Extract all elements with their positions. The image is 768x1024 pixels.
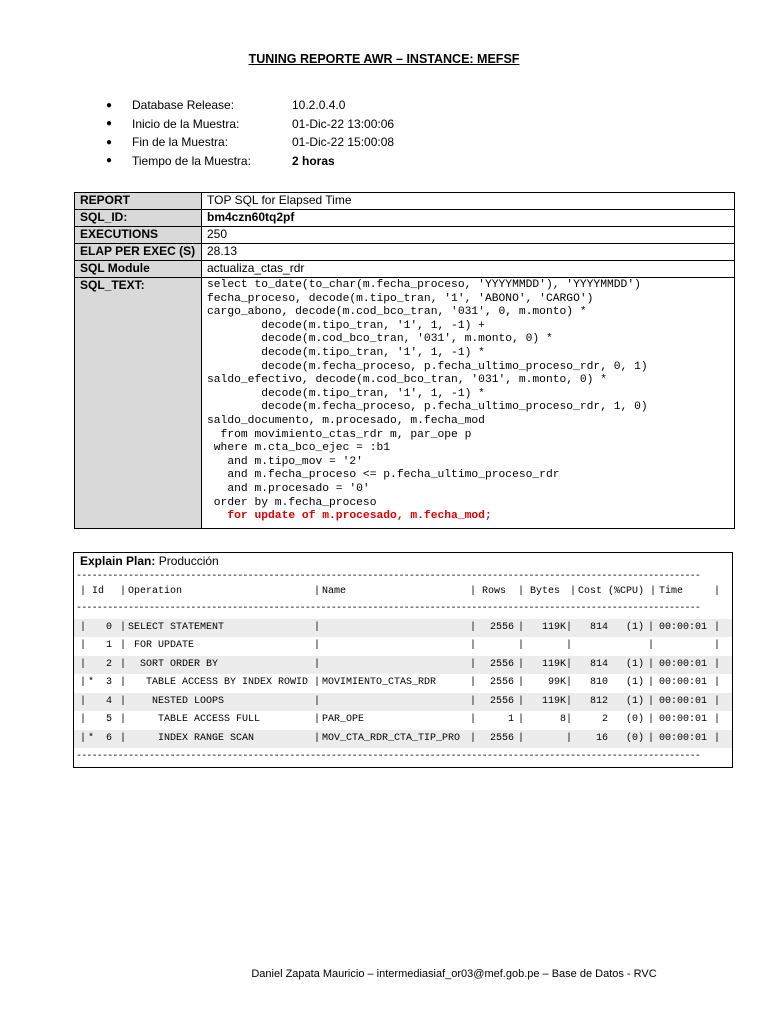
plan-row: | 5 | TABLE ACCESS FULL | PAR_OPE | 1 | 8 | 2 (0) | 00:00:01 | (74, 711, 732, 730)
plan-row-id: 4 (105, 695, 112, 707)
plan-header-name: Name (322, 586, 347, 597)
plan-row-mark (88, 637, 94, 656)
plan-row-id: 3 (105, 677, 112, 688)
plan-row-id: 2 (105, 658, 112, 670)
explain-plan-label: Explain Plan: (80, 554, 156, 568)
plan-row-bytes: 119K (541, 621, 566, 633)
info-label: Database Release: (132, 98, 235, 113)
plan-row-cost: 814 (589, 621, 608, 633)
plan-row-cost: 812 (589, 695, 608, 707)
report-row (75, 244, 735, 261)
plan-separator: ------------------------------------------------------------------------------------------------------------------------ (76, 751, 701, 762)
plan-header-row: | Id | Operation | Name | Rows | Bytes | Cost (%CPU) | Time | (74, 583, 732, 602)
plan-row-operation: NESTED LOOPS (128, 695, 225, 707)
report-key: SQL_TEXT: (75, 278, 202, 529)
report-row (75, 210, 735, 227)
info-item (106, 115, 506, 134)
plan-row-name: MOVIMIENTO_CTAS_RDR (322, 677, 437, 688)
info-item (106, 152, 506, 171)
plan-row-mark: * (88, 677, 95, 688)
plan-row-operation: SORT ORDER BY (128, 658, 219, 670)
plan-row-mark (88, 711, 94, 730)
sql-line: where m.cta_bco_ejec = :b1 (207, 442, 391, 455)
bullet-icon: ● (106, 99, 113, 111)
page-footer: Daniel Zapata Mauricio – intermediasiaf_or03@mef.gob.pe – Base de Datos - RVC (251, 968, 657, 980)
bullet-icon: ● (106, 118, 113, 130)
report-value: bm4czn60tq2pf (202, 210, 735, 227)
plan-header-bytes: Bytes (530, 586, 561, 597)
plan-row-cpu: (1) (625, 658, 644, 670)
plan-row-time: 00:00:01 (659, 621, 708, 633)
report-key: ELAP PER EXEC (S) (75, 244, 202, 261)
info-value: 01-Dic-22 13:00:06 (292, 116, 395, 131)
plan-row: | 0 | SELECT STATEMENT | | 2556 | 119K | 814 (1) | 00:00:01 | (74, 619, 732, 638)
plan-row-cost: 814 (589, 658, 608, 670)
plan-row-rows: 2556 (489, 658, 514, 670)
report-key: SQL Module (75, 261, 202, 278)
plan-header-operation: Operation (128, 586, 183, 597)
sql-report-table (74, 192, 735, 529)
plan-row-cost: 16 (595, 732, 608, 744)
plan-row-cost: 2 (601, 714, 608, 725)
plan-header-cost: Cost (%CPU) (578, 586, 645, 597)
sql-line: saldo_efectivo, decode(m.cod_bco_tran, '031', m.monto, 0) * (207, 374, 607, 387)
sql-line: and m.fecha_proceso <= p.fecha_ultimo_proceso_rdr (207, 469, 560, 482)
info-label: Tiempo de la Muestra: (132, 153, 251, 168)
sql-line: fecha_proceso, decode(m.tipo_tran, '1', 'ABONO', 'CARGO') (207, 292, 594, 305)
plan-row-mark (88, 656, 94, 675)
plan-header-rows: Rows (482, 586, 507, 597)
info-value: 2 horas (292, 153, 335, 168)
plan-row-cpu: (0) (625, 732, 644, 744)
plan-row-operation: FOR UPDATE (128, 640, 195, 651)
report-key: REPORT (75, 193, 202, 210)
plan-row-id: 1 (105, 640, 112, 651)
plan-row-rows: 2556 (489, 695, 514, 707)
report-row (75, 261, 735, 278)
report-value: TOP SQL for Elapsed Time (202, 193, 735, 210)
explain-plan-title (74, 553, 732, 570)
plan-row-cpu: (0) (625, 714, 644, 725)
sql-text (207, 278, 729, 528)
plan-row-operation: SELECT STATEMENT (128, 621, 225, 633)
sql-line: decode(m.fecha_proceso, p.fecha_ultimo_proceso_rdr, 0, 1) (207, 360, 648, 373)
sql-line: and m.procesado = '0' (207, 482, 370, 495)
plan-row: | 4 | NESTED LOOPS | | 2556 | 119K | 812 (1) | 00:00:01 | (74, 693, 732, 712)
sql-line: decode(m.tipo_tran, '1', 1, -1) * (207, 346, 485, 359)
plan-row-id: 6 (105, 732, 112, 744)
sql-line: from movimiento_ctas_rdr m, par_ope p (207, 428, 472, 441)
plan-row-time: 00:00:01 (659, 677, 708, 688)
info-label: Fin de la Muestra: (132, 135, 229, 150)
report-row (75, 227, 735, 244)
plan-row-time: 00:00:01 (659, 658, 708, 670)
sql-line: order by m.fecha_proceso (207, 496, 377, 509)
report-value: 250 (202, 227, 735, 244)
explain-plan-box (73, 552, 733, 768)
plan-separator: ------------------------------------------------------------------------------------------------------------------------ (76, 571, 701, 582)
info-item (106, 96, 506, 115)
plan-row-id: 5 (105, 714, 112, 725)
plan-row-operation: INDEX RANGE SCAN (128, 732, 255, 744)
plan-row: | * 6 | INDEX RANGE SCAN | MOV_CTA_RDR_CTA_TIP_PRO | 2556 | | 16 (0) | 00:00:01 | (74, 730, 732, 749)
bullet-icon: ● (106, 155, 113, 167)
sql-line: decode(m.cod_bco_tran, '031', m.monto, 0) * (207, 333, 553, 346)
plan-header-id: Id (92, 586, 105, 597)
report-row-sql (75, 278, 735, 529)
plan-row-cpu: (1) (625, 621, 644, 633)
document-title: TUNING REPORTE AWR – INSTANCE: MEFSF (248, 52, 520, 66)
plan-row: | 2 | SORT ORDER BY | | 2556 | 119K | 814 (1) | 00:00:01 | (74, 656, 732, 675)
report-value: actualiza_ctas_rdr (202, 261, 735, 278)
plan-row-name: MOV_CTA_RDR_CTA_TIP_PRO (322, 732, 461, 744)
plan-row-mark (88, 619, 94, 638)
report-key: SQL_ID: (75, 210, 202, 227)
explain-plan-env: Producción (155, 554, 219, 568)
plan-header-time: Time (659, 586, 684, 597)
plan-row: | 1 | FOR UPDATE | | | | | | (74, 637, 732, 656)
sql-line: select to_date(to_char(m.fecha_proceso, 'YYYYMMDD'), 'YYYYMMDD') (207, 279, 641, 291)
info-item (106, 133, 506, 152)
plan-row-bytes: 8 (559, 714, 566, 725)
plan-row-operation: TABLE ACCESS FULL (128, 714, 261, 725)
bullet-icon: ● (106, 136, 113, 148)
info-value: 01-Dic-22 15:00:08 (292, 135, 395, 150)
plan-row-bytes: 119K (541, 695, 566, 707)
plan-separator: ------------------------------------------------------------------------------------------------------------------------ (76, 602, 701, 614)
plan-row-rows: 2556 (489, 621, 514, 633)
plan-row-bytes: 119K (541, 658, 566, 670)
plan-row-cost: 810 (589, 677, 608, 688)
plan-row-time: 00:00:01 (659, 714, 708, 725)
info-label: Inicio de la Muestra: (132, 116, 240, 131)
plan-row-cpu: (1) (625, 695, 644, 707)
sql-line: decode(m.tipo_tran, '1', 1, -1) + (207, 319, 485, 332)
plan-row-bytes: 99K (547, 677, 566, 688)
report-row (75, 193, 735, 210)
plan-rows (74, 619, 732, 749)
sql-line: cargo_abono, decode(m.cod_bco_tran, '031', 0, m.monto) * (207, 306, 587, 319)
plan-row-rows: 2556 (489, 677, 514, 688)
plan-row-time: 00:00:01 (659, 695, 708, 707)
plan-row-mark (88, 693, 94, 712)
sql-line: decode(m.fecha_proceso, p.fecha_ultimo_proceso_rdr, 1, 0) (207, 401, 648, 414)
plan-row-name: PAR_OPE (322, 714, 365, 725)
plan-row-id: 0 (105, 621, 112, 633)
info-value: 10.2.0.4.0 (292, 98, 346, 113)
report-key: EXECUTIONS (75, 227, 202, 244)
sql-line: decode(m.tipo_tran, '1', 1, -1) * (207, 387, 485, 400)
plan-row-time: 00:00:01 (659, 732, 708, 744)
plan-row-rows: 1 (507, 714, 514, 725)
report-value: 28.13 (202, 244, 735, 261)
plan-row-mark: * (88, 732, 95, 744)
sql-line-highlight: for update of m.procesado, m.fecha_mod; (207, 510, 492, 523)
sql-line: saldo_documento, m.procesado, m.fecha_mod (207, 414, 485, 427)
sql-line: and m.tipo_mov = '2' (207, 455, 363, 468)
plan-row-cpu: (1) (625, 677, 644, 688)
plan-row-operation: TABLE ACCESS BY INDEX ROWID (128, 677, 309, 688)
sample-info-list (106, 96, 506, 170)
plan-row: | * 3 | TABLE ACCESS BY INDEX ROWID | MOVIMIENTO_CTAS_RDR | 2556 | 99K | 810 (1) | 00:00:01 | (74, 674, 732, 693)
plan-row-rows: 2556 (489, 732, 514, 744)
